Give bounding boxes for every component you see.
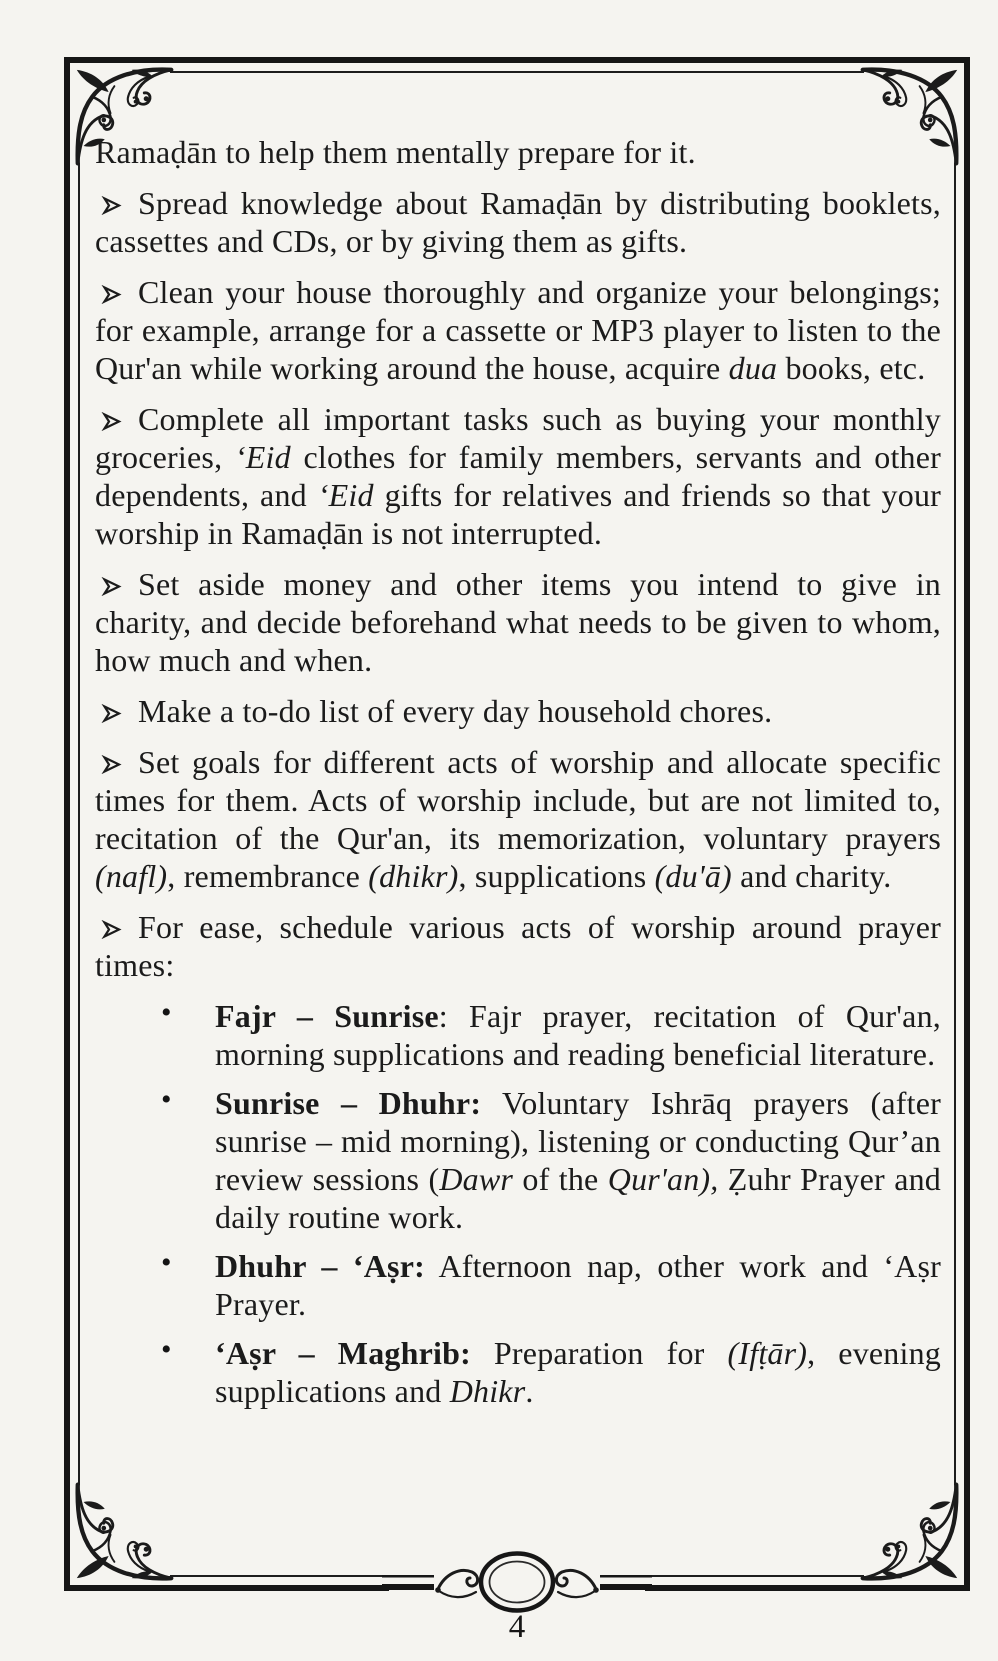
arrow-bullet-icon — [101, 196, 123, 215]
text-run: , supplications — [458, 858, 655, 894]
text-run: clothes for family members, servants and other dependents, and — [95, 439, 941, 513]
page-number-ornament — [382, 1532, 652, 1645]
text-run: Spread knowledge about Ramaḍān by distributing booklets, cassettes and CDs, or by giving them as gifts. — [95, 185, 941, 259]
paragraph — [95, 133, 941, 171]
arrow-bullet-icon — [101, 285, 123, 304]
text-run: gifts for relatives and friends so that your worship in Ramaḍān is not interrupted. — [95, 477, 942, 551]
bullet-item — [95, 565, 941, 679]
text-run: Qur'an), — [607, 1161, 719, 1197]
text-run: Dawr — [439, 1161, 514, 1197]
text-run: Preparation for — [470, 1335, 728, 1371]
text-run: dua — [728, 350, 778, 386]
text-run: . — [525, 1373, 534, 1409]
dot-bullet-icon: • — [161, 1246, 172, 1279]
inner-border-right — [954, 163, 956, 1485]
text-run: Ramaḍān to help them mentally prepare for it. — [95, 134, 696, 170]
text-run: Dhuhr – ‘Aṣr: — [215, 1248, 425, 1284]
text-run: Fajr – Sunrise — [215, 998, 439, 1034]
text-run: , remembrance — [167, 858, 369, 894]
text-run: of the — [513, 1161, 608, 1197]
sub-bullet-item — [161, 1083, 942, 1236]
text-run: Afternoon nap, other work and ‘Aṣr Prayer. — [215, 1248, 941, 1322]
text-run: ‘Eid — [317, 477, 374, 513]
page-number: 4 — [508, 1609, 526, 1645]
bullet-item — [95, 273, 941, 387]
text-run: Sunrise – Dhuhr: — [215, 1085, 482, 1121]
sub-bullet-item — [161, 1333, 942, 1410]
inner-border-left — [78, 163, 80, 1485]
bullet-item — [95, 743, 941, 895]
text-run: : Fajr prayer, recitation of Qur'an, morning supplications and reading beneficial literature. — [215, 998, 941, 1072]
text-run: books, etc. — [777, 350, 926, 386]
text-run: and charity. — [731, 858, 892, 894]
text-run: , evening supplications and — [215, 1335, 942, 1409]
text-run: Set aside money and other items you intend to give in charity, and decide beforehand what needs to be given to whom, how much and when. — [95, 566, 941, 678]
text-run: (du'ā) — [654, 858, 732, 894]
inner-border-top — [170, 71, 864, 73]
sub-bullet-item — [161, 1246, 941, 1323]
text-run: Dhikr — [449, 1373, 526, 1409]
dot-bullet-icon: • — [161, 1083, 172, 1116]
corner-ornament-bottom-left — [72, 1477, 178, 1583]
arrow-bullet-icon — [101, 412, 123, 431]
text-run: (dhikr) — [368, 858, 459, 894]
corner-ornament-bottom-right — [856, 1477, 962, 1583]
arrow-bullet-icon — [101, 755, 123, 774]
text-run: Make a to-do list of every day household chores. — [138, 693, 773, 729]
text-run: Voluntary Ishrāq prayers (after sunrise – mid morning), listening or conducting Qur’an review sessions ( — [215, 1085, 941, 1197]
arrow-bullet-icon — [101, 704, 123, 723]
text-run: Complete all important tasks such as buying your monthly groceries, — [95, 401, 941, 475]
bullet-item — [95, 184, 941, 260]
text-blocks — [95, 133, 941, 1421]
sub-bullet-item — [161, 996, 941, 1073]
text-run: ‘Eid — [234, 439, 291, 475]
text-run: Set goals for different acts of worship and allocate specific times for them. Acts of worship include, but are not limited to, recitation of the Qur'an, its memorization, voluntary prayers — [95, 744, 941, 856]
text-run: (Ifṭār) — [727, 1335, 808, 1371]
bullet-item — [95, 400, 941, 552]
text-run: Ẓuhr Prayer and daily routine work. — [215, 1161, 942, 1235]
bullet-item — [95, 908, 941, 984]
text-run: ‘Aṣr – Maghrib: — [215, 1335, 471, 1371]
dot-bullet-icon: • — [161, 996, 172, 1029]
text-run: Clean your house thoroughly and organize your belongings; for example, arrange for a cassette or MP3 player to listen to the Qur'an while working around the house, acquire — [95, 274, 941, 386]
dot-bullet-icon: • — [161, 1333, 172, 1366]
page-frame — [64, 57, 970, 1645]
arrow-bullet-icon — [101, 920, 123, 939]
text-run: For ease, schedule various acts of worship around prayer times: — [95, 909, 941, 983]
bullet-item — [95, 692, 941, 730]
arrow-bullet-icon — [101, 577, 123, 596]
text-run: (nafl) — [95, 858, 168, 894]
